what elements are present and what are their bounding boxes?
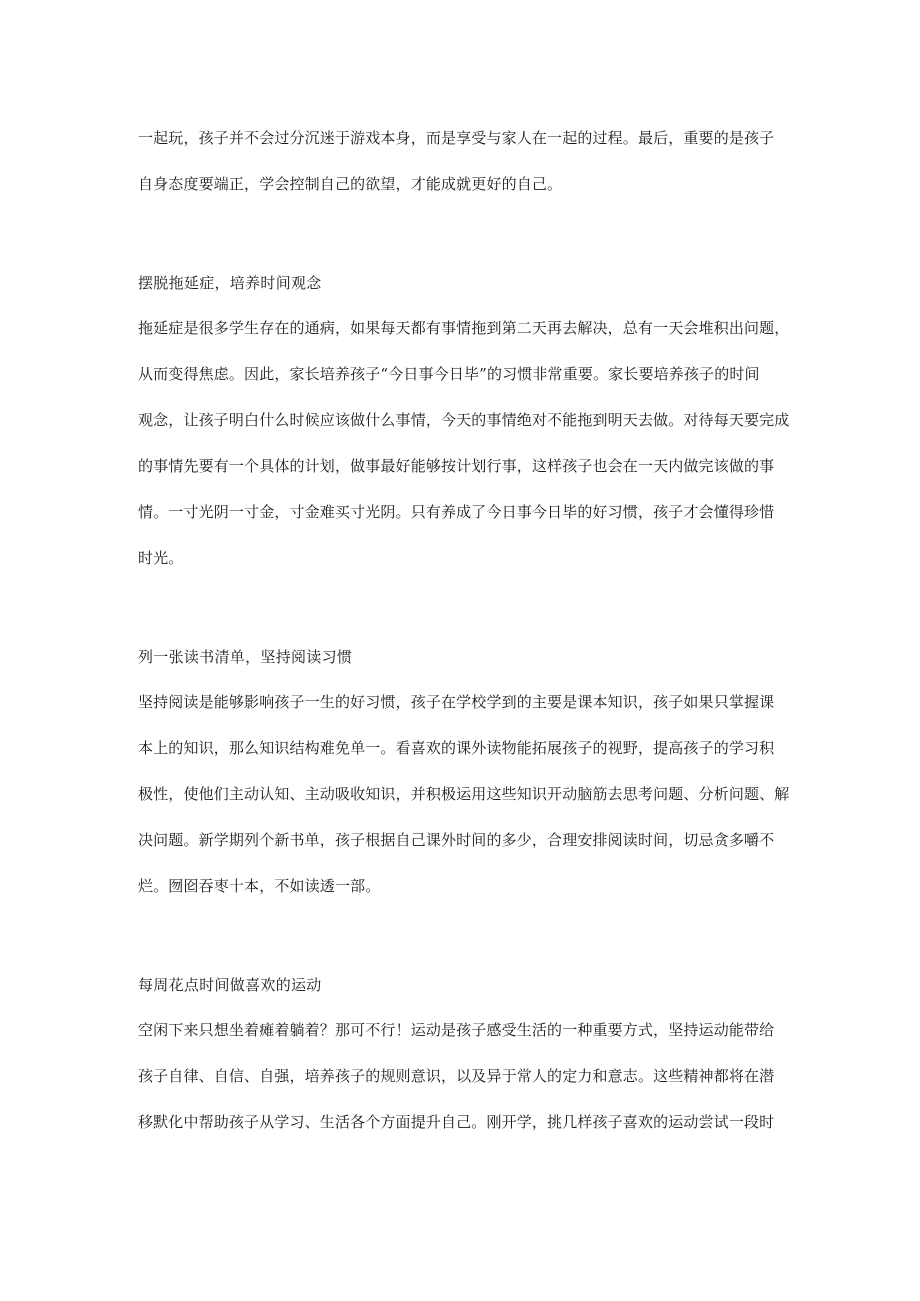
- intro-line-1: 一起玩，孩子并不会过分沉迷于游戏本身，而是享受与家人在一起的过程。最后，重要的是孩子: [138, 129, 775, 147]
- paragraph-line: 时光。: [138, 549, 184, 567]
- paragraph-line: 情。一寸光阴一寸金，寸金难买寸光阴。只有养成了今日事今日毕的好习惯，孩子才会懂得珍惜: [138, 503, 775, 521]
- paragraph-line: 空闲下来只想坐着瘫着躺着？那可不行！运动是孩子感受生活的一种重要方式，坚持运动能带给: [138, 1021, 775, 1039]
- paragraph-line: 坚持阅读是能够影响孩子一生的好习惯，孩子在学校学到的主要是课本知识，孩子如果只掌握课: [138, 693, 775, 711]
- paragraph-line: 决问题。新学期列个新书单，孩子根据自己课外时间的多少，合理安排阅读时间，切忌贪多嚼不: [138, 831, 775, 849]
- paragraph-line: 烂。囫囵吞枣十本，不如读透一部。: [138, 877, 381, 895]
- paragraph-line: 从而变得焦虑。因此，家长培养孩子“今日事今日毕”的习惯非常重要。家长要培养孩子的时间: [138, 365, 760, 383]
- paragraph-line: 的事情先要有一个具体的计划，做事最好能够按计划行事，这样孩子也会在一天内做完该做的事: [138, 457, 775, 475]
- paragraph-line: 观念，让孩子明白什么时候应该做什么事情，今天的事情绝对不能拖到明天去做。对待每天要完成: [138, 411, 790, 429]
- paragraph-line: 本上的知识，那么知识结构难免单一。看喜欢的课外读物能拓展孩子的视野，提高孩子的学习积: [138, 739, 775, 757]
- intro-line-2: 自身态度要端正，学会控制自己的欲望，才能成就更好的自己。: [138, 175, 563, 193]
- section-heading-exercise: 每周花点时间做喜欢的运动: [138, 976, 322, 994]
- paragraph-line: 极性，使他们主动认知、主动吸收知识，并积极运用这些知识开动脑筋去思考问题、分析问题、解: [138, 785, 790, 803]
- section-heading-reading-list: 列一张读书清单，坚持阅读习惯: [138, 648, 353, 666]
- section-heading-procrastination: 摆脱拖延症，培养时间观念: [138, 274, 322, 292]
- paragraph-line: 拖延症是很多学生存在的通病，如果每天都有事情拖到第二天再去解决，总有一天会堆积出问题，: [138, 319, 790, 337]
- paragraph-line: 移默化中帮助孩子从学习、生活各个方面提升自己。刚开学，挑几样孩子喜欢的运动尝试一段时: [138, 1113, 775, 1131]
- paragraph-line: 孩子自律、自信、自强，培养孩子的规则意识，以及异于常人的定力和意志。这些精神都将在潜: [138, 1067, 775, 1085]
